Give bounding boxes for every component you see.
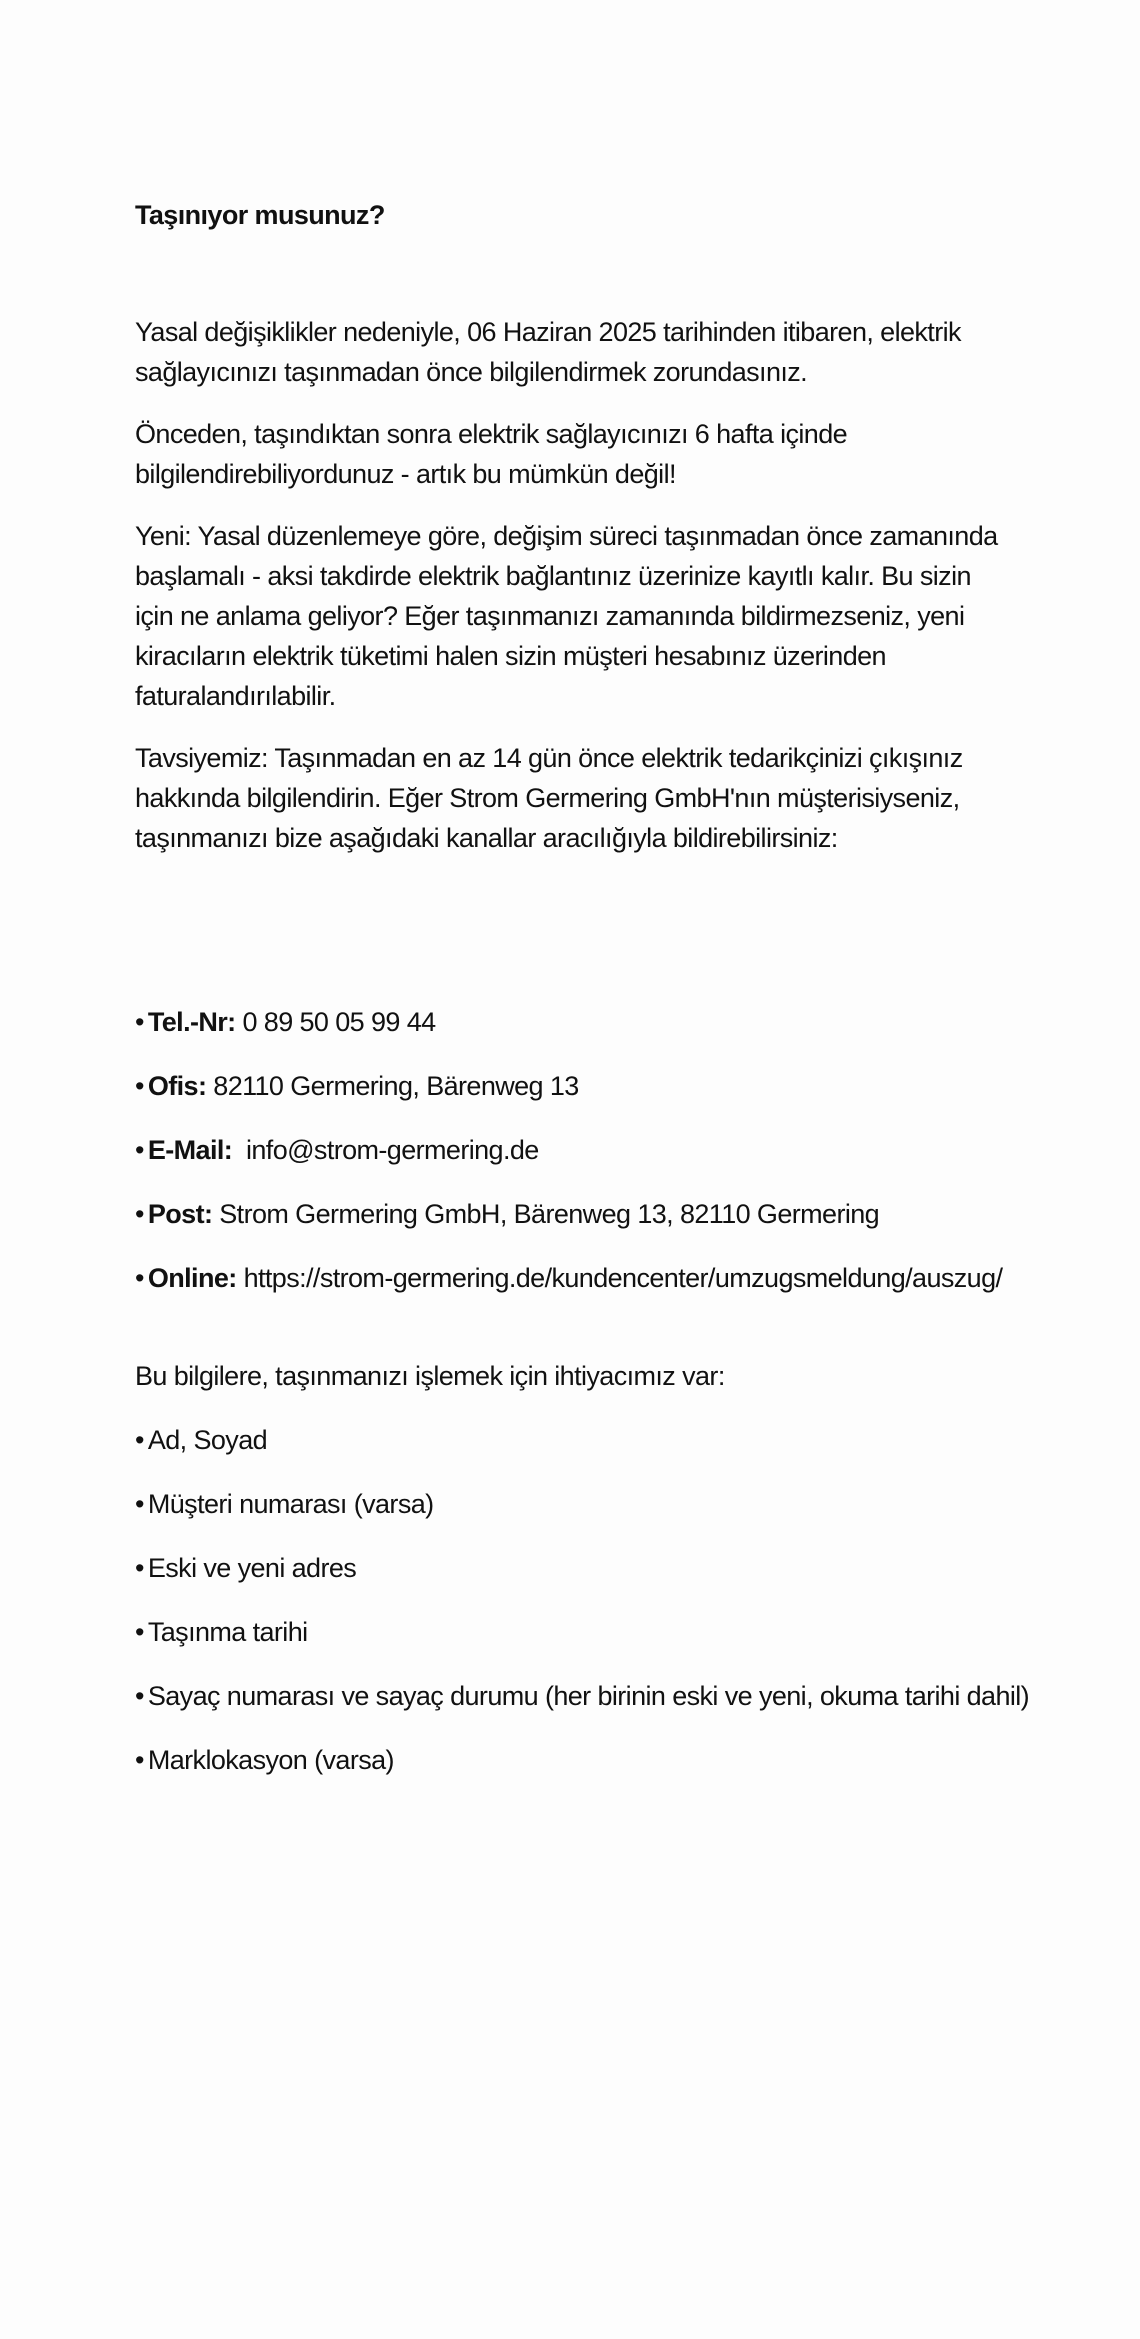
list-item xyxy=(135,1548,1015,1588)
contact-value: info@strom-germering.de xyxy=(232,1135,539,1165)
list-item xyxy=(135,1740,1015,1780)
contact-label: Ofis: xyxy=(147,1071,207,1101)
contact-office xyxy=(135,1066,1015,1106)
bullet: • xyxy=(135,1199,144,1229)
list-item-text: Marklokasyon (varsa) xyxy=(147,1745,394,1775)
contact-online xyxy=(135,1258,1015,1298)
paragraph-new-rule: Yeni: Yasal düzenlemeye göre, değişim süreci taşınmadan önce zamanında başlamalı - aksi takdirde elektrik bağlantınız üzerinize kayıtlı kalır. Bu sizin için ne anlama geliyor? Eğer taşınmanızı zamanında bildirmezseniz, yeni kiracıların elektrik tüketimi halen sizin müşteri hesabınız üzerinden faturalandırılabilir. xyxy=(135,521,998,711)
list-item-text: Müşteri numarası (varsa) xyxy=(147,1489,434,1519)
contact-list xyxy=(135,1002,1015,1298)
contact-label: Tel.-Nr: xyxy=(147,1007,236,1037)
bullet: • xyxy=(135,1135,144,1165)
list-item-text: Ad, Soyad xyxy=(147,1425,268,1455)
contact-label: E-Mail: xyxy=(147,1135,233,1165)
list-item-text: Taşınma tarihi xyxy=(147,1617,308,1647)
list-item xyxy=(135,1420,1015,1460)
contact-value: 82110 Germering, Bärenweg 13 xyxy=(206,1071,579,1101)
list-item xyxy=(135,1484,1015,1524)
list-item-text: Sayaç numarası ve sayaç durumu (her birinin eski ve yeni, okuma tarihi dahil) xyxy=(147,1681,1030,1711)
bullet: • xyxy=(135,1745,144,1775)
bullet: • xyxy=(135,1263,144,1293)
contact-email xyxy=(135,1130,1015,1170)
list-item xyxy=(135,1612,1015,1652)
page-title: Taşınıyor musunuz? xyxy=(135,200,385,230)
contact-value: Strom Germering GmbH, Bärenweg 13, 82110 Germering xyxy=(212,1199,880,1229)
contact-label: Online: xyxy=(147,1263,237,1293)
bullet: • xyxy=(135,1553,144,1583)
contact-post xyxy=(135,1194,1015,1234)
paragraph-recommendation: Tavsiyemiz: Taşınmadan en az 14 gün önce elektrik tedarikçinizi çıkışınız hakkında bilgilendirin. Eğer Strom Germering GmbH'nın müşterisiyseniz, taşınmanızı bize aşağıdaki kanallar aracılığıyla bildirebilirsiniz: xyxy=(135,743,963,853)
list-item-text: Eski ve yeni adres xyxy=(147,1553,357,1583)
requirements-list xyxy=(135,1420,1030,1780)
bullet: • xyxy=(135,1617,144,1647)
document-content xyxy=(135,195,1030,1804)
requirements-intro: Bu bilgilere, taşınmanızı işlemek için ihtiyacımız var: xyxy=(135,1361,725,1391)
bullet: • xyxy=(135,1007,144,1037)
contact-phone xyxy=(135,1002,1015,1042)
bullet: • xyxy=(135,1681,144,1711)
list-item xyxy=(135,1676,1030,1716)
bullet: • xyxy=(135,1071,144,1101)
bullet: • xyxy=(135,1425,144,1455)
contact-value: 0 89 50 05 99 44 xyxy=(235,1007,436,1037)
paragraph-previous-rule: Önceden, taşındıktan sonra elektrik sağlayıcınızı 6 hafta içinde bilgilendirebiliyordunuz - artık bu mümkün değil! xyxy=(135,419,848,489)
contact-label: Post: xyxy=(147,1199,213,1229)
bullet: • xyxy=(135,1489,144,1519)
paragraph-legal-change: Yasal değişiklikler nedeniyle, 06 Haziran 2025 tarihinden itibaren, elektrik sağlayıcınızı taşınmadan önce bilgilendirmek zorundasınız. xyxy=(135,317,961,387)
contact-value: https://strom-germering.de/kundencenter/umzugsmeldung/auszug/ xyxy=(236,1263,1003,1293)
